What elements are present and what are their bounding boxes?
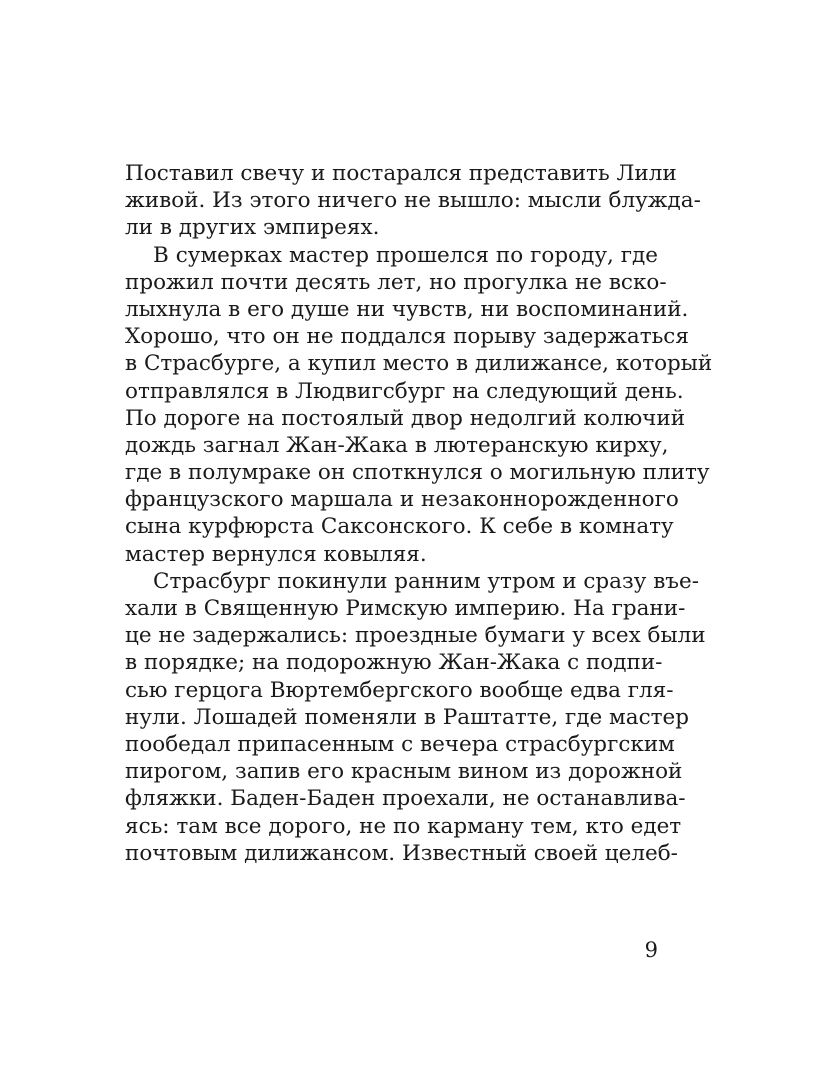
- text-line: мастер вернулся ковыляя.: [125, 541, 427, 567]
- body-text: [125, 160, 713, 867]
- paragraph-3: [125, 568, 706, 867]
- text-line: французского маршала и незаконнорожденного: [125, 487, 679, 513]
- text-line: отправлялся в Людвигсбург на следующий день.: [125, 378, 684, 404]
- page-number: 9: [644, 938, 658, 962]
- text-line: где в полумраке он споткнулся о могильную плиту: [125, 460, 710, 486]
- text-line: пообедал припасенным с вечера страсбургским: [125, 731, 675, 757]
- text-line: хали в Священную Римскую империю. На грани-: [125, 596, 686, 621]
- text-line: почтовым дилижансом. Известный своей целеб-: [125, 840, 678, 866]
- text-line: В сумерках мастер прошелся по городу, где: [153, 242, 658, 268]
- text-line: сью герцога Вюртембергского вообще едва гля-: [125, 677, 674, 703]
- text-line: живой. Из этого ничего не вышло: мысли блужда-: [125, 188, 701, 214]
- text-line: нули. Лошадей поменяли в Раштатте, где мастер: [125, 704, 690, 730]
- paragraph-1: [125, 160, 701, 242]
- text-line: сына курфюрста Саксонского. К себе в комнату: [125, 514, 674, 540]
- text-line: лыхнула в его душе ни чувств, ни воспоминаний.: [125, 296, 689, 322]
- text-line: прожил почти десять лет, но прогулка не вско-: [125, 269, 667, 295]
- text-line: пирогом, запив его красным вином из дорожной: [125, 759, 683, 785]
- text-line: Хорошо, что он не поддался порыву задержаться: [125, 324, 689, 350]
- text-line: в порядке; на подорожную Жан-Жака с подпи-: [125, 650, 663, 676]
- text-line: в Страсбурге, а купил место в дилижансе, который: [125, 351, 713, 377]
- text-line: ясь: там все дорого, не по карману тем, кто едет: [125, 813, 682, 839]
- text-line: це не задержались: проездные бумаги у всех были: [125, 623, 706, 649]
- paragraph-2: [125, 242, 713, 568]
- text-line: фляжки. Баден-Баден проехали, не останавлива-: [125, 786, 686, 812]
- text-line: По дороге на постоялый двор недолгий колючий: [125, 405, 686, 431]
- text-line: ли в других эмпиреях.: [125, 215, 380, 241]
- text-line: Поставил свечу и постарался представить Лили: [125, 161, 677, 186]
- text-line: дождь загнал Жан-Жака в лютеранскую кирху,: [125, 432, 669, 458]
- text-line: Страсбург покинули ранним утром и сразу въе-: [153, 568, 699, 594]
